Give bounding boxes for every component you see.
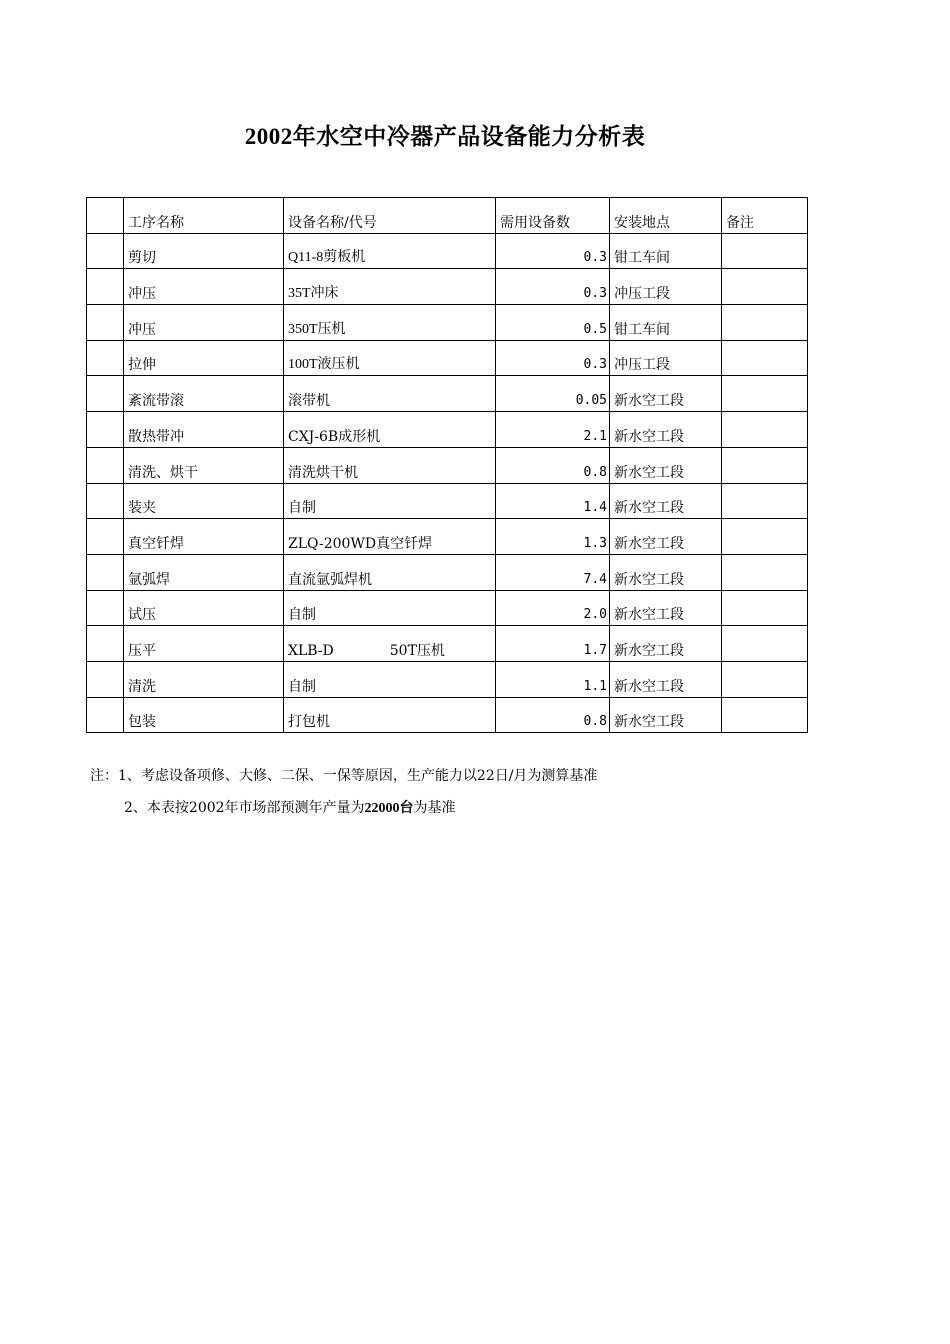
required-count-cell: 2.0 <box>496 590 610 626</box>
equipment-cell: 350T压机 <box>284 305 496 341</box>
remark-cell <box>722 697 808 733</box>
equipment-cell: 自制 <box>284 661 496 697</box>
equipment-cell: CXJ-6B成形机 <box>284 412 496 448</box>
table-row <box>87 483 808 519</box>
note-line-2 <box>124 797 456 817</box>
process-cell: 清洗、烘干 <box>124 447 284 483</box>
note-line-1: 注：1、考虑设备项修、大修、二保、一保等原因，生产能力以22日/月为测算基准 <box>90 768 598 784</box>
table-row <box>87 519 808 555</box>
process-cell: 包装 <box>124 697 284 733</box>
remark-cell <box>722 305 808 341</box>
location-cell: 冲压工段 <box>610 269 722 305</box>
equipment-cell: 自制 <box>284 483 496 519</box>
process-cell: 装夹 <box>124 483 284 519</box>
location-cell: 新水空工段 <box>610 376 722 412</box>
page-title: 2002年水空中冷器产品设备能力分析表 <box>244 124 646 149</box>
row-index-cell <box>87 198 124 234</box>
remark-cell <box>722 233 808 269</box>
table-row <box>87 697 808 733</box>
location-cell: 钳工车间 <box>610 305 722 341</box>
equipment-cell: 直流氩弧焊机 <box>284 554 496 590</box>
location-cell: 新水空工段 <box>610 554 722 590</box>
equipment-cell: 自制 <box>284 590 496 626</box>
header-location: 安装地点 <box>610 198 722 234</box>
required-count-cell: 0.5 <box>496 305 610 341</box>
table-row <box>87 269 808 305</box>
location-cell: 新水空工段 <box>610 412 722 448</box>
table-row <box>87 340 808 376</box>
process-cell: 剪切 <box>124 233 284 269</box>
equipment-cell: ZLQ-200WD真空钎焊 <box>284 519 496 555</box>
remark-cell <box>722 661 808 697</box>
table-row <box>87 376 808 412</box>
location-cell: 新水空工段 <box>610 447 722 483</box>
row-index-cell <box>87 590 124 626</box>
row-index-cell <box>87 554 124 590</box>
remark-cell <box>722 554 808 590</box>
row-index-cell <box>87 269 124 305</box>
location-cell: 新水空工段 <box>610 519 722 555</box>
row-index-cell <box>87 233 124 269</box>
row-index-cell <box>87 412 124 448</box>
equipment-cell: XLB-D 50T压机 <box>284 626 496 662</box>
remark-cell <box>722 483 808 519</box>
required-count-cell: 0.8 <box>496 447 610 483</box>
process-cell: 冲压 <box>124 305 284 341</box>
row-index-cell <box>87 661 124 697</box>
header-required: 需用设备数 <box>496 198 610 234</box>
location-cell: 新水空工段 <box>610 626 722 662</box>
required-count-cell: 0.3 <box>496 340 610 376</box>
process-cell: 试压 <box>124 590 284 626</box>
process-cell: 真空钎焊 <box>124 519 284 555</box>
process-cell: 紊流带滚 <box>124 376 284 412</box>
location-cell: 新水空工段 <box>610 483 722 519</box>
remark-cell <box>722 376 808 412</box>
remark-cell <box>722 626 808 662</box>
table-row <box>87 412 808 448</box>
required-count-cell: 2.1 <box>496 412 610 448</box>
table-header-row <box>87 198 808 234</box>
required-count-cell: 1.3 <box>496 519 610 555</box>
location-cell: 新水空工段 <box>610 590 722 626</box>
location-cell: 冲压工段 <box>610 340 722 376</box>
required-count-cell: 0.8 <box>496 697 610 733</box>
note-line-2-prefix: 2、本表按2002年市场部预测年产量为 <box>124 800 365 816</box>
process-cell: 拉伸 <box>124 340 284 376</box>
note-line-2-suffix: 为基准 <box>413 800 456 816</box>
table-row <box>87 590 808 626</box>
equipment-cell: 清洗烘干机 <box>284 447 496 483</box>
row-index-cell <box>87 340 124 376</box>
table-row <box>87 661 808 697</box>
equipment-cell: 滚带机 <box>284 376 496 412</box>
remark-cell <box>722 519 808 555</box>
equipment-table <box>86 197 808 733</box>
process-cell: 压平 <box>124 626 284 662</box>
equipment-cell: 打包机 <box>284 697 496 733</box>
note-line-2-quantity: 22000台 <box>364 801 414 816</box>
row-index-cell <box>87 519 124 555</box>
location-cell: 新水空工段 <box>610 697 722 733</box>
table-row <box>87 233 808 269</box>
table-row <box>87 305 808 341</box>
remark-cell <box>722 590 808 626</box>
required-count-cell: 1.4 <box>496 483 610 519</box>
required-count-cell: 1.7 <box>496 626 610 662</box>
remark-cell <box>722 269 808 305</box>
row-index-cell <box>87 697 124 733</box>
required-count-cell: 7.4 <box>496 554 610 590</box>
header-process: 工序名称 <box>124 198 284 234</box>
required-count-cell: 0.3 <box>496 233 610 269</box>
location-cell: 钳工车间 <box>610 233 722 269</box>
process-cell: 氩弧焊 <box>124 554 284 590</box>
row-index-cell <box>87 305 124 341</box>
equipment-cell: 100T液压机 <box>284 340 496 376</box>
process-cell: 冲压 <box>124 269 284 305</box>
row-index-cell <box>87 447 124 483</box>
required-count-cell: 1.1 <box>496 661 610 697</box>
required-count-cell: 0.3 <box>496 269 610 305</box>
table-row <box>87 554 808 590</box>
process-cell: 清洗 <box>124 661 284 697</box>
remark-cell <box>722 412 808 448</box>
required-count-cell: 0.05 <box>496 376 610 412</box>
row-index-cell <box>87 376 124 412</box>
process-cell: 散热带冲 <box>124 412 284 448</box>
location-cell: 新水空工段 <box>610 661 722 697</box>
row-index-cell <box>87 626 124 662</box>
remark-cell <box>722 340 808 376</box>
equipment-cell: 35T冲床 <box>284 269 496 305</box>
equipment-cell: Q11-8剪板机 <box>284 233 496 269</box>
remark-cell <box>722 447 808 483</box>
row-index-cell <box>87 483 124 519</box>
table-row <box>87 447 808 483</box>
header-remark: 备注 <box>722 198 808 234</box>
header-equipment: 设备名称/代号 <box>284 198 496 234</box>
table-row <box>87 626 808 662</box>
